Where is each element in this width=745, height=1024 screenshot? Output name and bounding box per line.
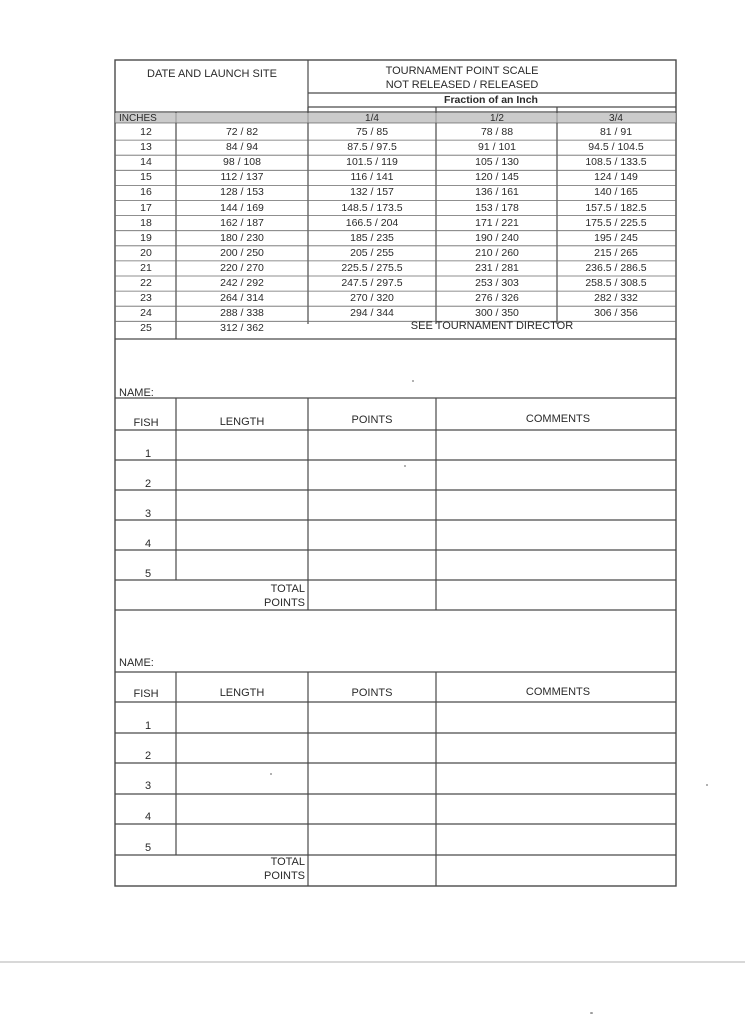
inches-column-header: INCHES bbox=[119, 113, 157, 124]
three-quarter-inch-points: 94.5 / 104.5 bbox=[588, 141, 644, 154]
half-column-header: 1/2 bbox=[490, 113, 504, 124]
quarter-inch-points: 270 / 320 bbox=[350, 292, 394, 305]
half-inch-points: 276 / 326 bbox=[475, 292, 519, 305]
total-points-label: POINTS bbox=[264, 870, 305, 882]
three-quarter-inch-points: 236.5 / 286.5 bbox=[585, 261, 647, 274]
fish-number: 4 bbox=[144, 538, 152, 550]
whole-inch-points: 180 / 230 bbox=[220, 231, 264, 244]
scan-speck bbox=[270, 773, 272, 775]
total-label: TOTAL bbox=[270, 856, 305, 868]
half-inch-points: 300 / 350 bbox=[475, 307, 519, 320]
whole-inch-points: 144 / 169 bbox=[220, 201, 264, 214]
half-inch-points: 190 / 240 bbox=[475, 231, 519, 244]
whole-inch-points: 312 / 362 bbox=[220, 322, 264, 335]
inches-value: 22 bbox=[140, 277, 152, 289]
scan-speck bbox=[590, 1012, 593, 1014]
scan-speck bbox=[404, 465, 406, 467]
quarter-inch-points: 166.5 / 204 bbox=[345, 216, 399, 229]
total-points-label: POINTS bbox=[264, 597, 305, 609]
quarter-inch-points: 101.5 / 119 bbox=[346, 156, 398, 169]
half-inch-points: 120 / 145 bbox=[475, 171, 519, 184]
three-quarter-inch-points: 215 / 265 bbox=[594, 246, 638, 259]
fish-number: 1 bbox=[144, 720, 152, 732]
total-label: TOTAL bbox=[270, 583, 305, 595]
whole-inch-points: 162 / 187 bbox=[220, 216, 264, 229]
whole-inch-points: 288 / 338 bbox=[220, 307, 264, 320]
three-quarter-inch-points: 175.5 / 225.5 bbox=[585, 216, 647, 229]
inches-value: 25 bbox=[140, 322, 152, 335]
quarter-inch-points: 225.5 / 275.5 bbox=[341, 261, 403, 274]
whole-inch-points: 98 / 108 bbox=[223, 156, 261, 169]
three-quarter-inch-points: 140 / 165 bbox=[594, 186, 638, 199]
half-inch-points: 153 / 178 bbox=[475, 201, 519, 214]
fish-number: 3 bbox=[144, 780, 152, 792]
inches-value: 21 bbox=[140, 261, 152, 274]
quarter-inch-points: 205 / 255 bbox=[350, 246, 394, 259]
fish-number: 5 bbox=[144, 568, 152, 580]
half-inch-points: 231 / 281 bbox=[475, 261, 519, 274]
fraction-label: Fraction of an Inch bbox=[444, 94, 538, 106]
whole-inch-points: 84 / 94 bbox=[225, 141, 259, 154]
inches-value: 14 bbox=[140, 156, 152, 169]
three-quarter-inch-points: 306 / 356 bbox=[594, 307, 638, 320]
fish-number: 1 bbox=[144, 448, 152, 460]
three-quarter-inch-points: 195 / 245 bbox=[594, 231, 638, 244]
inches-value: 15 bbox=[140, 171, 152, 184]
comments-column-header: COMMENTS bbox=[525, 686, 591, 698]
half-inch-points: 253 / 303 bbox=[475, 277, 519, 289]
three-quarter-inch-points: 258.5 / 308.5 bbox=[585, 277, 647, 289]
quarter-inch-points: 247.5 / 297.5 bbox=[341, 277, 403, 289]
name-label: NAME: bbox=[119, 657, 154, 669]
three-quarter-inch-points: 157.5 / 182.5 bbox=[585, 201, 647, 214]
fish-column-header: FISH bbox=[133, 417, 159, 429]
inches-value: 12 bbox=[140, 126, 152, 138]
inches-value: 13 bbox=[140, 141, 152, 154]
quarter-inch-points: 75 / 85 bbox=[355, 126, 389, 138]
inches-value: 19 bbox=[140, 231, 152, 244]
whole-inch-points: 242 / 292 bbox=[220, 277, 264, 289]
fish-column-header: FISH bbox=[133, 688, 159, 700]
whole-inch-points: 200 / 250 bbox=[220, 246, 264, 259]
quarter-inch-points: 132 / 157 bbox=[350, 186, 394, 199]
quarter-inch-points: 148.5 / 173.5 bbox=[341, 201, 403, 214]
three-quarter-inch-points: 282 / 332 bbox=[594, 292, 638, 305]
quarter-inch-points: 294 / 344 bbox=[350, 307, 394, 320]
inches-value: 24 bbox=[140, 307, 152, 320]
fish-number: 2 bbox=[144, 478, 152, 490]
inches-value: 16 bbox=[140, 186, 152, 199]
see-tournament-director-note: SEE TOURNAMENT DIRECTOR bbox=[410, 320, 574, 333]
half-inch-points: 210 / 260 bbox=[475, 246, 519, 259]
three-quarter-inch-points: 108.5 / 133.5 bbox=[585, 156, 647, 169]
half-inch-points: 105 / 130 bbox=[475, 156, 519, 169]
whole-inch-points: 72 / 82 bbox=[225, 126, 259, 138]
quarter-column-header: 1/4 bbox=[365, 113, 379, 124]
three-quarter-inch-points: 124 / 149 bbox=[594, 171, 638, 184]
scan-speck bbox=[706, 784, 708, 786]
fish-number: 5 bbox=[144, 842, 152, 854]
inches-value: 18 bbox=[140, 216, 152, 229]
fish-number: 4 bbox=[144, 811, 152, 823]
scan-speck bbox=[412, 380, 414, 382]
whole-inch-points: 112 / 137 bbox=[220, 171, 264, 184]
name-label: NAME: bbox=[119, 387, 154, 399]
comments-column-header: COMMENTS bbox=[525, 413, 591, 425]
length-column-header: LENGTH bbox=[219, 687, 265, 699]
inches-value: 23 bbox=[140, 292, 152, 305]
whole-inch-points: 220 / 270 bbox=[220, 261, 264, 274]
three-quarter-inch-points: 81 / 91 bbox=[599, 126, 633, 138]
scale-title: TOURNAMENT POINT SCALE bbox=[385, 65, 539, 77]
inches-value: 17 bbox=[140, 201, 152, 214]
half-inch-points: 91 / 101 bbox=[478, 141, 516, 154]
three-quarter-column-header: 3/4 bbox=[609, 113, 623, 124]
fish-number: 2 bbox=[144, 750, 152, 762]
quarter-inch-points: 116 / 141 bbox=[350, 171, 394, 184]
length-column-header: LENGTH bbox=[219, 416, 265, 428]
inches-value: 20 bbox=[140, 246, 152, 259]
whole-inch-points: 264 / 314 bbox=[220, 292, 264, 305]
points-column-header: POINTS bbox=[351, 687, 393, 699]
half-inch-points: 171 / 221 bbox=[475, 216, 519, 229]
points-column-header: POINTS bbox=[351, 414, 393, 426]
half-inch-points: 136 / 161 bbox=[475, 186, 519, 199]
quarter-inch-points: 87.5 / 97.5 bbox=[347, 141, 397, 154]
date-launch-site-label: DATE AND LAUNCH SITE bbox=[147, 68, 277, 80]
half-inch-points: 78 / 88 bbox=[480, 126, 514, 138]
fish-number: 3 bbox=[144, 508, 152, 520]
whole-inch-points: 128 / 153 bbox=[220, 186, 264, 199]
scale-subtitle: NOT RELEASED / RELEASED bbox=[385, 79, 539, 91]
quarter-inch-points: 185 / 235 bbox=[350, 231, 394, 244]
